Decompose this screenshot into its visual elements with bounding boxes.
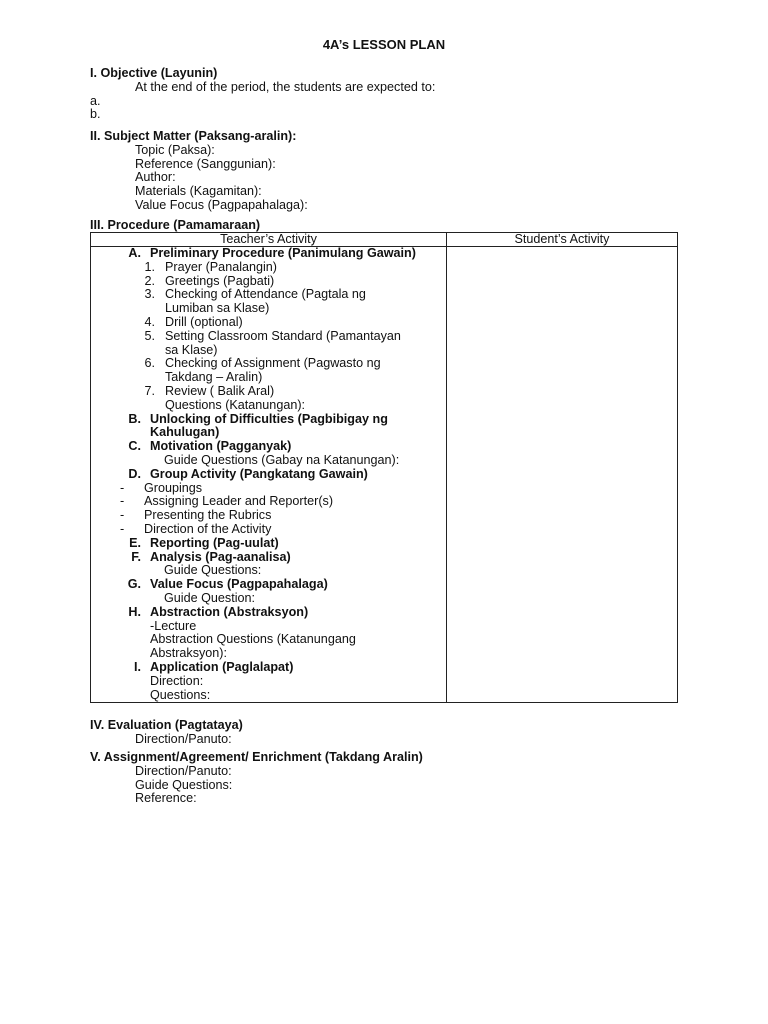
item-line: Review ( Balik Aral) [165, 383, 275, 398]
item-text: Greetings (Pagbati) [165, 273, 275, 288]
subject-matter-section [90, 130, 308, 213]
step-body [150, 661, 293, 702]
list-item [91, 495, 446, 509]
assignment-heading: V. Assignment/Agreement/ Enrichment (Takdang Aralin) [90, 750, 423, 764]
subject-matter-heading: II. Subject Matter (Paksang-aralin): [90, 129, 297, 143]
step-g [91, 578, 446, 606]
evaluation-section [90, 719, 243, 747]
item-number: 6. [144, 356, 155, 371]
item-text: Direction of the Activity [144, 521, 272, 536]
step-label: B. [128, 411, 141, 426]
item-line: Checking of Attendance (Pagtala ng [165, 287, 366, 302]
step-body [150, 578, 328, 606]
step-b [91, 413, 446, 441]
step-f [91, 551, 446, 579]
item-line: Setting Classroom Standard (Pamantayan [165, 328, 401, 343]
item-number: 1. [144, 259, 155, 274]
item-number: 4. [144, 314, 155, 329]
step-label: F. [131, 549, 141, 564]
step-title: Motivation (Pagganyak) [150, 439, 292, 454]
list-item [91, 261, 446, 275]
dash-bullet: - [120, 508, 125, 523]
evaluation-field-direction: Direction/Panuto: [135, 731, 232, 746]
item-text: Drill (optional) [165, 314, 243, 329]
page-title: 4A’s LESSON PLAN [322, 37, 446, 52]
item-text: Assigning Leader and Reporter(s) [144, 494, 334, 509]
item-line: Checking of Assignment (Pagwasto ng [165, 356, 381, 371]
list-item [91, 275, 446, 289]
step-d [91, 468, 446, 482]
item-number: 2. [144, 273, 155, 288]
item-text [165, 288, 366, 316]
dash-bullet: - [120, 494, 125, 509]
step-title: Application (Paglalapat) [150, 659, 294, 674]
item-line: Lumiban sa Klase) [165, 301, 270, 316]
subject-field-topic: Topic (Paksa): [135, 142, 215, 157]
item-text: Prayer (Panalangin) [165, 259, 278, 274]
procedure-table [90, 232, 678, 703]
step-sub: -Lecture [150, 618, 197, 633]
subject-field-materials: Materials (Kagamitan): [135, 184, 262, 199]
item-line: Questions (Katanungan): [165, 397, 306, 412]
step-sub: Questions: [150, 687, 211, 702]
step-title: Abstraction (Abstraksyon) [150, 604, 309, 619]
step-a [91, 247, 446, 261]
evaluation-heading: IV. Evaluation (Pagtataya) [90, 718, 243, 732]
list-item [91, 316, 446, 330]
assignment-field-reference: Reference: [135, 791, 197, 806]
assignment-section [90, 751, 423, 806]
step-body [150, 440, 399, 468]
item-text [165, 385, 305, 413]
step-sub: Guide Questions (Gabay na Katanungan): [164, 452, 400, 467]
step-title-line: Unlocking of Difficulties (Pagbibigay ng [150, 411, 388, 426]
step-label: G. [127, 577, 141, 592]
step-title: Preliminary Procedure (Panimulang Gawain) [150, 246, 416, 260]
list-item [91, 288, 446, 316]
step-label: H. [128, 604, 141, 619]
step-sub: Direction: [150, 673, 204, 688]
item-line: sa Klase) [165, 342, 218, 357]
step-sub: Guide Question: [164, 590, 256, 605]
list-item [91, 509, 446, 523]
objective-item: a. [90, 93, 101, 108]
step-body [150, 606, 356, 661]
item-number: 7. [144, 383, 155, 398]
step-title [150, 413, 388, 441]
student-activity-cell [447, 247, 678, 703]
objective-item: b. [90, 107, 101, 122]
step-e [91, 537, 446, 551]
teacher-activity-cell [91, 247, 447, 703]
step-c [91, 440, 446, 468]
step-title-line: Kahulugan) [150, 425, 220, 440]
step-sub: Guide Questions: [164, 563, 262, 578]
step-sub: Abstraction Questions (Katanungang [150, 632, 356, 647]
list-item [91, 357, 446, 385]
step-label: D. [128, 466, 141, 481]
item-text [165, 357, 381, 385]
step-label: C. [128, 439, 141, 454]
list-item [91, 523, 446, 537]
step-label: A. [128, 246, 141, 260]
objective-section [90, 67, 435, 122]
step-h [91, 606, 446, 661]
subject-field-author: Author: [135, 170, 176, 185]
dash-bullet: - [120, 521, 125, 536]
step-body [150, 551, 291, 579]
procedure-heading: III. Procedure (Pamamaraan) [90, 218, 261, 232]
list-item [91, 385, 446, 413]
item-text: Groupings [144, 480, 203, 495]
list-item [91, 482, 446, 496]
step-title: Analysis (Pag-aanalisa) [150, 549, 291, 564]
item-number: 3. [144, 287, 155, 302]
step-sub: Abstraksyon): [150, 646, 227, 661]
subject-field-reference: Reference (Sanggunian): [135, 156, 276, 171]
dash-bullet: - [120, 480, 125, 495]
item-text [165, 330, 401, 358]
step-label: I. [134, 659, 141, 674]
teacher-activity-header: Teacher’s Activity [91, 233, 447, 247]
step-label: E. [129, 535, 141, 550]
item-line: Takdang – Aralin) [165, 370, 263, 385]
item-text: Presenting the Rubrics [144, 508, 272, 523]
assignment-field-direction: Direction/Panuto: [135, 763, 232, 778]
assignment-field-guide-questions: Guide Questions: [135, 777, 233, 792]
step-title: Value Focus (Pagpapahalaga) [150, 577, 328, 592]
item-number: 5. [144, 328, 155, 343]
objective-intro: At the end of the period, the students are expected to: [135, 79, 436, 94]
step-title: Group Activity (Pangkatang Gawain) [150, 466, 368, 481]
step-title: Reporting (Pag-uulat) [150, 535, 279, 550]
subject-field-value-focus: Value Focus (Pagpapahalaga): [135, 197, 308, 212]
student-activity-header: Student’s Activity [447, 233, 678, 247]
objective-heading: I. Objective (Layunin) [90, 66, 218, 80]
list-item [91, 330, 446, 358]
step-i [91, 661, 446, 702]
